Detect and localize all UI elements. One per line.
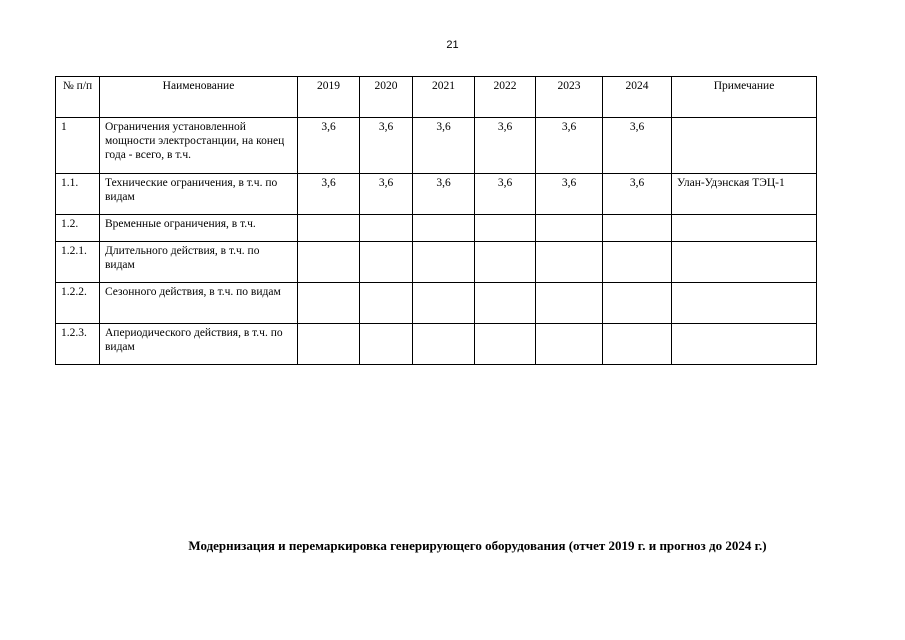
row-value <box>360 324 413 365</box>
header-year: 2020 <box>360 77 413 118</box>
table-row <box>56 174 817 215</box>
table-row <box>56 324 817 365</box>
row-value <box>298 215 360 242</box>
row-value <box>413 283 475 324</box>
row-value <box>413 324 475 365</box>
row-num: 1.2.3. <box>56 324 100 365</box>
row-note: Улан-Удэнская ТЭЦ-1 <box>672 174 817 215</box>
header-note: Примечание <box>672 77 817 118</box>
row-value: 3,6 <box>413 174 475 215</box>
row-value <box>360 283 413 324</box>
row-value <box>298 242 360 283</box>
header-name: Наименование <box>100 77 298 118</box>
row-value <box>413 242 475 283</box>
row-value <box>298 324 360 365</box>
header-year: 2019 <box>298 77 360 118</box>
row-name: Длительного действия, в т.ч. по видам <box>100 242 298 283</box>
row-num: 1.1. <box>56 174 100 215</box>
row-value: 3,6 <box>413 118 475 174</box>
row-value: 3,6 <box>475 174 536 215</box>
table-header-row <box>56 77 817 118</box>
section-title-text: Модернизация и перемаркировка генерирующего оборудования (отчет 2019 г. и прогноз до 2024 г.) <box>188 538 767 553</box>
row-value: 3,6 <box>360 174 413 215</box>
section-title <box>0 538 905 554</box>
row-num: 1.2.2. <box>56 283 100 324</box>
row-note <box>672 118 817 174</box>
row-value <box>536 242 603 283</box>
row-value: 3,6 <box>536 174 603 215</box>
table-row <box>56 215 817 242</box>
row-value <box>475 283 536 324</box>
row-value <box>603 242 672 283</box>
row-value: 3,6 <box>298 118 360 174</box>
row-value <box>413 215 475 242</box>
row-value <box>603 324 672 365</box>
row-value: 3,6 <box>360 118 413 174</box>
row-value <box>536 283 603 324</box>
table-row <box>56 242 817 283</box>
row-name: Сезонного действия, в т.ч. по видам <box>100 283 298 324</box>
row-value <box>298 283 360 324</box>
row-value: 3,6 <box>536 118 603 174</box>
capacity-limits-table <box>55 76 817 365</box>
header-num: № п/п <box>56 77 100 118</box>
row-note <box>672 283 817 324</box>
row-value <box>603 283 672 324</box>
row-value <box>360 242 413 283</box>
table-row <box>56 118 817 174</box>
row-name: Апериодического действия, в т.ч. по видам <box>100 324 298 365</box>
row-value <box>603 215 672 242</box>
row-name: Временные ограничения, в т.ч. <box>100 215 298 242</box>
row-name: Технические ограничения, в т.ч. по видам <box>100 174 298 215</box>
row-num: 1 <box>56 118 100 174</box>
row-value: 3,6 <box>475 118 536 174</box>
row-value: 3,6 <box>603 118 672 174</box>
row-num: 1.2.1. <box>56 242 100 283</box>
header-year: 2024 <box>603 77 672 118</box>
row-note <box>672 242 817 283</box>
header-year: 2023 <box>536 77 603 118</box>
row-value: 3,6 <box>603 174 672 215</box>
row-value: 3,6 <box>298 174 360 215</box>
row-note <box>672 215 817 242</box>
row-value <box>475 324 536 365</box>
page-number: 21 <box>446 39 459 51</box>
table-row <box>56 283 817 324</box>
row-value <box>360 215 413 242</box>
row-value <box>475 215 536 242</box>
row-value <box>475 242 536 283</box>
row-value <box>536 324 603 365</box>
row-num: 1.2. <box>56 215 100 242</box>
row-note <box>672 324 817 365</box>
row-name: Ограничения установленной мощности электростанции, на конец года - всего, в т.ч. <box>100 118 298 174</box>
row-value <box>536 215 603 242</box>
header-year: 2022 <box>475 77 536 118</box>
header-year: 2021 <box>413 77 475 118</box>
